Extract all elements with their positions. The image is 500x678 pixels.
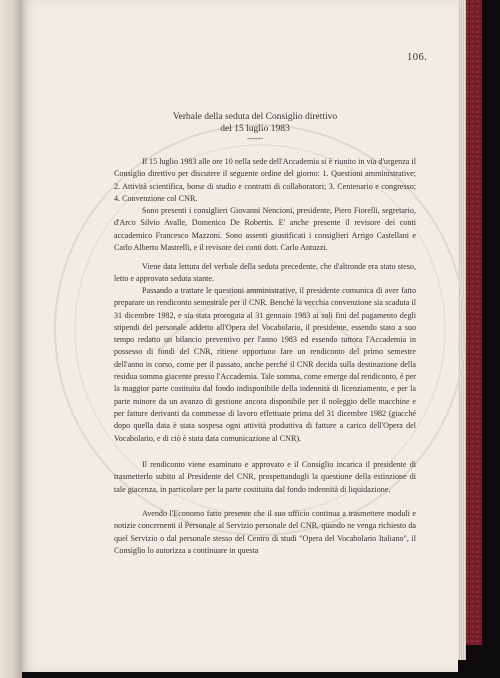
book-left-cover (0, 0, 22, 678)
minutes-date: del 15 luglio 1983 (220, 124, 290, 134)
minutes-title: Verbale della seduta del Consiglio direttivo (172, 112, 338, 122)
paragraph-attendance: Sono presenti i consiglieri Giovanni Nencioni, presidente, Piero Fiorelli, segretario, d'Arco Silvio Avalle, Domenico De Robertis. E' anche presente il revisore dei conti accademico Francesco Mazzoni. Sono assenti giustificati i consiglieri Arrigo Castellani e Carlo Alberto Mastrelli, e il revisore dei conti dott. Carlo Antuzzi. (114, 206, 416, 252)
paragraph-economo: Avendo l'Economo fatto presente che il suo ufficio continua a trasmettere moduli e notizie concernenti il Personale al Servizio personale del CNR, quando ne venga richiesto da quel Servizio o dal personale stesso del Centro di studi "Opera del Vocabolario Italiano", il Consiglio lo autorizza a continuare in questa (114, 509, 416, 555)
paragraph-approval: Il rendiconto viene esaminato e approvato e il Consiglio incarica il presidente di trasmetterlo subito al Presidente del CNR, prospettandogli la questione della estinzione di tale giacenza, in particolare per la parte costituita dal fondo indennità di liquidazione. (114, 460, 416, 494)
title-underline: ------ (247, 134, 263, 143)
book-back-cover (466, 0, 482, 645)
page-number: 106. (407, 52, 428, 63)
paragraph-administrative: Passando a trattare le questioni amministrative, il presidente comunica di aver fatto preparare un rendiconto semestrale per il CNR. Benché la vecchia convenzione sia scaduta il 31 dicembre 1982, e sia stata prorogata al 31 gennaio 1983 ai soli fini del pagamento degli stipendi del personale addetto all'Opera del Vocabolario, il presidente, essendo stato a suo tempo redatto un bilancio preventivo per l'anno 1983 ed essendo tuttora l'Accademia in possesso di fondi del CNR, ritiene opportuno fare un rendiconto del primo semestre dell'anno in corso, come per il passato, anche perché il CNR decida sulla destinazione della residua somma giacente presso l'Accademia. Tale somma, come emerge dal rendiconto, è per la maggior parte costituita dal fondo indisponibile della indennità di licenziamento, e per la parte minore da un avanzo di gestione ancora disponibile per il noleggio delle macchine e per fatture derivanti da commesse di lavoro effettuate prima del 31 dicembre 1982 (giacché dopo quella data è stata sospesa ogni attività produttiva di fatture a carico dell'Opera del Vocabolario, e di ciò è stata data comunicazione al CNR). (114, 286, 416, 443)
paragraph-previous-minutes: Viene data lettura del verbale della seduta precedente, che d'altronde era stato steso, letto e approvato seduta stante. (114, 262, 416, 284)
paragraph-agenda: Il 15 luglio 1983 alle ore 10 nella sede dell'Accademia si è riunito in via d'urgenza il Consiglio direttivo per discutere il seguente ordine del giorno: 1. Questioni amministrative; 2. Attività scientifica, borse di studio e contratti di collaboratori; 3. Centenario e congresso; 4. Convenzione col CNR. (114, 157, 416, 203)
page-edges (458, 0, 466, 660)
